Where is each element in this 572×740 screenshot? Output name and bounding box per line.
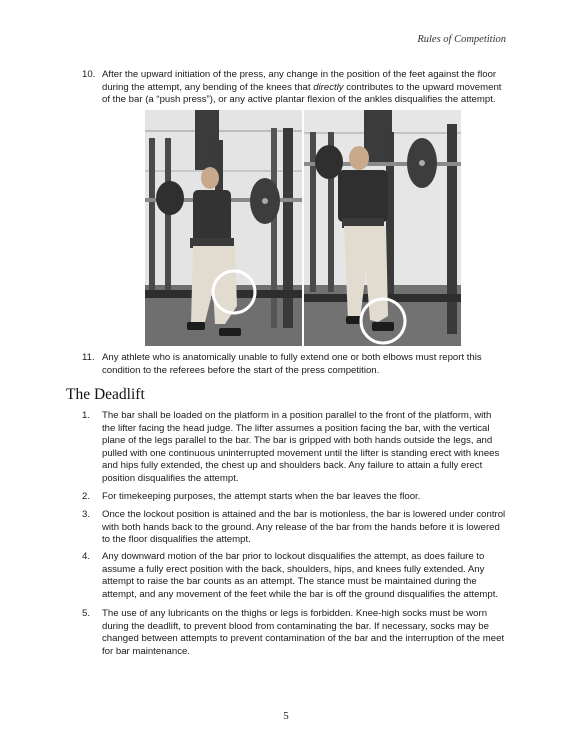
deadlift-rule-3-text: Once the lockout position is attained and the bar is motionless, the bar is lowered under control with both hands back to the ground. Any release of the bar from the hands before it is lowered to the floor disqualifies the attempt. bbox=[102, 509, 506, 546]
press-rule-11 bbox=[82, 352, 506, 377]
list-number: 1. bbox=[82, 410, 91, 421]
deadlift-rule-1-text: The bar shall be loaded on the platform in a position parallel to the front of the platform, with the lifter facing the head judge. The lifter assumes a position facing the bar, with the vertical plane of the legs parallel to the bar. The bar is gripped with both hands outside the legs, and pulled with one continuous uninterrupted movement until the lifter is standing erect with knees and hips fully extended, the chest up and shoulders back. Any failure to attain a fully erect position disqualifies the attempt. bbox=[102, 410, 500, 484]
deadlift-rule-4 bbox=[82, 551, 506, 601]
press-photo-figure bbox=[145, 110, 461, 346]
deadlift-rule-1 bbox=[82, 410, 506, 486]
list-number: 10. bbox=[82, 69, 96, 80]
deadlift-rule-5 bbox=[82, 608, 506, 658]
list-number: 5. bbox=[82, 608, 91, 619]
deadlift-rule-2 bbox=[82, 491, 506, 504]
photo-illustration-feet bbox=[304, 110, 461, 346]
photo-illustration-knee bbox=[145, 110, 302, 346]
list-number: 4. bbox=[82, 551, 91, 562]
press-rule-11-text: Any athlete who is anatomically unable to fully extend one or both elbows must report this condition to the referees before the start of the press competition. bbox=[102, 352, 482, 376]
press-photo-knee bbox=[145, 110, 302, 346]
deadlift-rule-2-text: For timekeeping purposes, the attempt starts when the bar leaves the floor. bbox=[102, 491, 421, 502]
list-number: 3. bbox=[82, 509, 91, 520]
press-photo-feet bbox=[304, 110, 461, 346]
deadlift-rule-5-text: The use of any lubricants on the thighs or legs is forbidden. Knee-high socks must be worn during the deadlift, to prevent blood from contaminating the bar. If necessary, socks may be changed between attempts to prevent contamination of the bar and the interruption of the meet for bar maintenance. bbox=[102, 608, 505, 657]
section-title-deadlift: The Deadlift bbox=[66, 386, 145, 403]
deadlift-rule-4-text: Any downward motion of the bar prior to lockout disqualifies the attempt, as does failure to assume a fully erect position with the back, shoulders, hips, and knees fully extended. Any attempt to raise the bar counts as an attempt. The stance must be maintained during the attempt, and any movement of the feet while the bar is off the ground disqualifies the attempt. bbox=[102, 551, 499, 600]
running-header: Rules of Competition bbox=[417, 34, 506, 45]
press-rule-10 bbox=[82, 69, 506, 107]
press-rule-10-text bbox=[102, 69, 506, 107]
emphasis-text: directly bbox=[313, 81, 344, 93]
page-number: 5 bbox=[283, 710, 289, 722]
deadlift-rule-3 bbox=[82, 509, 506, 547]
text-segment: After the upward initiation of the press, any change in the position of the feet against the floor during the attempt, any bending of the knees that bbox=[102, 69, 497, 93]
list-number: 11. bbox=[82, 352, 95, 363]
text-segment: contributes to the upward movement of the bar (a “push press”), or any active plantar flexion of the ankles disqualifies the attempt. bbox=[102, 81, 502, 106]
list-number: 2. bbox=[82, 491, 91, 502]
